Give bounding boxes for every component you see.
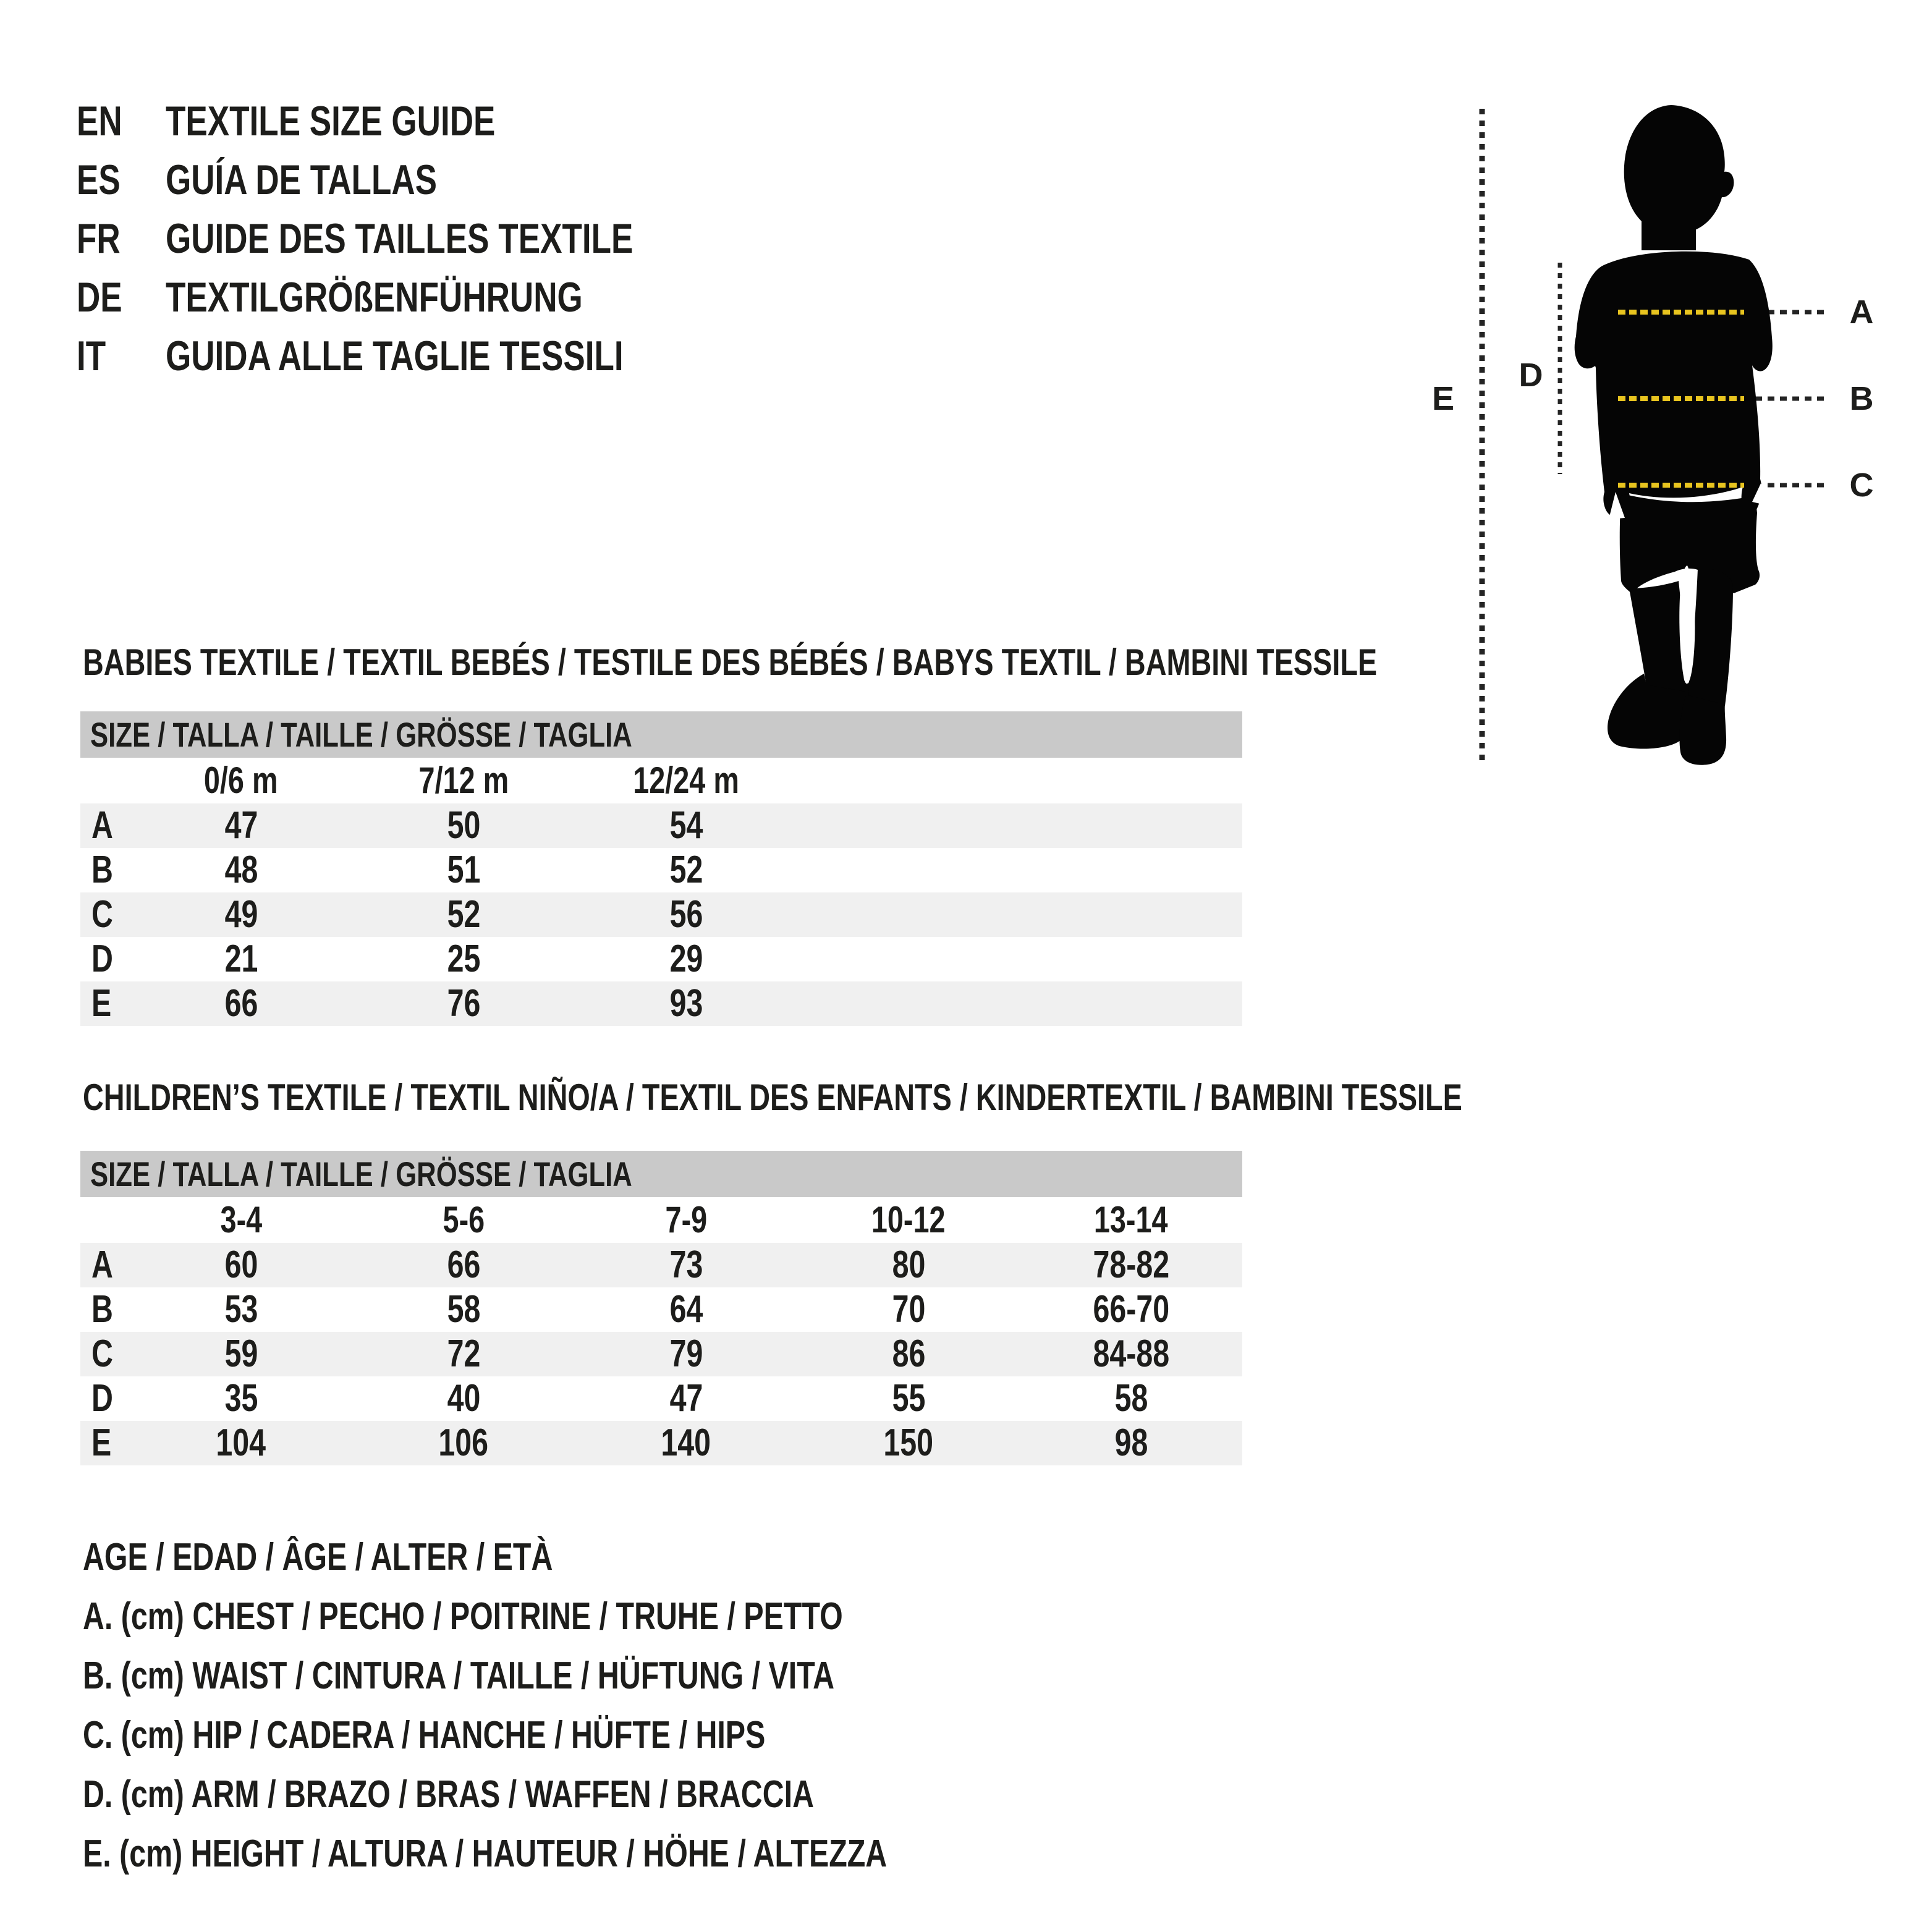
cell: 64 bbox=[669, 1288, 703, 1331]
cell: 21 bbox=[224, 938, 258, 980]
cell: 79 bbox=[669, 1332, 703, 1375]
table-row bbox=[80, 1421, 1242, 1465]
cell: 98 bbox=[1114, 1421, 1148, 1464]
table-row bbox=[80, 892, 1242, 937]
cell: 53 bbox=[224, 1288, 258, 1331]
legend-age: AGE / EDAD / ÂGE / ALTER / ETÀ bbox=[83, 1536, 553, 1578]
lang-row-en bbox=[77, 98, 496, 145]
cell: 84-88 bbox=[1093, 1332, 1169, 1375]
lang-title: TEXTILE SIZE GUIDE bbox=[166, 98, 496, 145]
cell: 106 bbox=[438, 1421, 489, 1464]
row-label: E bbox=[91, 982, 112, 1025]
lang-title: TEXTILGRÖßENFÜHRUNG bbox=[166, 274, 583, 321]
babies-size-header: SIZE / TALLA / TAILLE / GRÖSSE / TAGLIA bbox=[80, 711, 1242, 758]
cell: 51 bbox=[447, 849, 480, 891]
lang-row-es bbox=[77, 156, 438, 203]
row-label: A bbox=[91, 804, 113, 847]
cell: 76 bbox=[447, 982, 480, 1025]
cell: 29 bbox=[669, 938, 703, 980]
cell: 150 bbox=[883, 1421, 934, 1464]
cell: 49 bbox=[224, 893, 258, 936]
row-label: D bbox=[91, 938, 113, 980]
column-header: 12/24 m bbox=[633, 760, 739, 801]
table-row bbox=[80, 981, 1242, 1026]
babies-section-title: BABIES TEXTILE / TEXTIL BEBÉS / TESTILE DES BÉBÉS / BABYS TEXTIL / BAMBINI TESSILE bbox=[83, 642, 1378, 683]
cell: 86 bbox=[892, 1332, 925, 1375]
chest-label: A bbox=[1849, 294, 1874, 331]
column-header: 10-12 bbox=[871, 1199, 946, 1240]
table-row bbox=[80, 1243, 1242, 1287]
column-header: 3-4 bbox=[220, 1199, 262, 1240]
cell: 66 bbox=[447, 1244, 480, 1286]
cell: 25 bbox=[447, 938, 480, 980]
children-column-headers bbox=[80, 1197, 1242, 1243]
legend-chest: A. (cm) CHEST / PECHO / POITRINE / TRUHE / PETTO bbox=[83, 1595, 843, 1638]
cell: 78-82 bbox=[1093, 1244, 1169, 1286]
lang-row-fr bbox=[77, 215, 633, 262]
row-label: B bbox=[91, 849, 113, 891]
column-header: 5-6 bbox=[443, 1199, 485, 1240]
cell: 56 bbox=[669, 893, 703, 936]
children-size-header: SIZE / TALLA / TAILLE / GRÖSSE / TAGLIA bbox=[80, 1151, 1242, 1197]
column-header: 7/12 m bbox=[418, 760, 509, 801]
table-row bbox=[80, 803, 1242, 848]
cell: 70 bbox=[892, 1288, 925, 1331]
legend-arm: D. (cm) ARM / BRAZO / BRAS / WAFFEN / BRACCIA bbox=[83, 1773, 815, 1816]
table-row bbox=[80, 1287, 1242, 1332]
cell: 80 bbox=[892, 1244, 925, 1286]
lang-title: GUÍA DE TALLAS bbox=[166, 156, 438, 203]
cell: 73 bbox=[669, 1244, 703, 1286]
cell: 58 bbox=[1114, 1377, 1148, 1420]
row-label: D bbox=[91, 1377, 113, 1420]
column-header: 7-9 bbox=[665, 1199, 707, 1240]
lang-row-it bbox=[77, 333, 624, 379]
table-row bbox=[80, 937, 1242, 981]
cell: 66 bbox=[224, 982, 258, 1025]
table-row bbox=[80, 1376, 1242, 1421]
cell: 72 bbox=[447, 1332, 480, 1375]
legend-waist: B. (cm) WAIST / CINTURA / TAILLE / HÜFTUNG / VITA bbox=[83, 1654, 835, 1697]
cell: 104 bbox=[216, 1421, 266, 1464]
row-label: E bbox=[91, 1421, 112, 1464]
waist-label: B bbox=[1849, 380, 1874, 417]
column-header: 0/6 m bbox=[204, 760, 278, 801]
lang-code: FR bbox=[77, 215, 121, 262]
legend-hip: C. (cm) HIP / CADERA / HANCHE / HÜFTE / HIPS bbox=[83, 1714, 766, 1756]
cell: 54 bbox=[669, 804, 703, 847]
cell: 52 bbox=[447, 893, 480, 936]
hip-label: C bbox=[1849, 467, 1874, 504]
cell: 52 bbox=[669, 849, 703, 891]
column-header: 13-14 bbox=[1094, 1199, 1168, 1240]
cell: 140 bbox=[661, 1421, 711, 1464]
children-section-title: CHILDREN’S TEXTILE / TEXTIL NIÑO/A / TEXTIL DES ENFANTS / KINDERTEXTIL / BAMBINI TESSILE bbox=[83, 1077, 1462, 1118]
row-label: C bbox=[91, 893, 113, 936]
lang-code: IT bbox=[77, 333, 106, 379]
table-row bbox=[80, 1332, 1242, 1376]
cell: 47 bbox=[669, 1377, 703, 1420]
lang-row-de bbox=[77, 274, 583, 321]
lang-title: GUIDE DES TAILLES TEXTILE bbox=[166, 215, 633, 262]
cell: 55 bbox=[892, 1377, 925, 1420]
row-label: A bbox=[91, 1244, 113, 1286]
legend-height: E. (cm) HEIGHT / ALTURA / HAUTEUR / HÖHE / ALTEZZA bbox=[83, 1832, 888, 1875]
babies-column-headers bbox=[80, 758, 1242, 803]
row-label: B bbox=[91, 1288, 113, 1331]
cell: 66-70 bbox=[1093, 1288, 1169, 1331]
cell: 48 bbox=[224, 849, 258, 891]
cell: 47 bbox=[224, 804, 258, 847]
lang-code: EN bbox=[77, 98, 122, 145]
cell: 50 bbox=[447, 804, 480, 847]
arm-label: D bbox=[1519, 357, 1543, 394]
lang-title: GUIDA ALLE TAGLIE TESSILI bbox=[166, 333, 624, 379]
row-label: C bbox=[91, 1332, 113, 1375]
cell: 58 bbox=[447, 1288, 480, 1331]
height-label: E bbox=[1431, 380, 1455, 417]
lang-code: ES bbox=[77, 156, 121, 203]
cell: 60 bbox=[224, 1244, 258, 1286]
cell: 40 bbox=[447, 1377, 480, 1420]
cell: 93 bbox=[669, 982, 703, 1025]
cell: 59 bbox=[224, 1332, 258, 1375]
table-row bbox=[80, 848, 1242, 892]
lang-code: DE bbox=[77, 274, 122, 321]
cell: 35 bbox=[224, 1377, 258, 1420]
